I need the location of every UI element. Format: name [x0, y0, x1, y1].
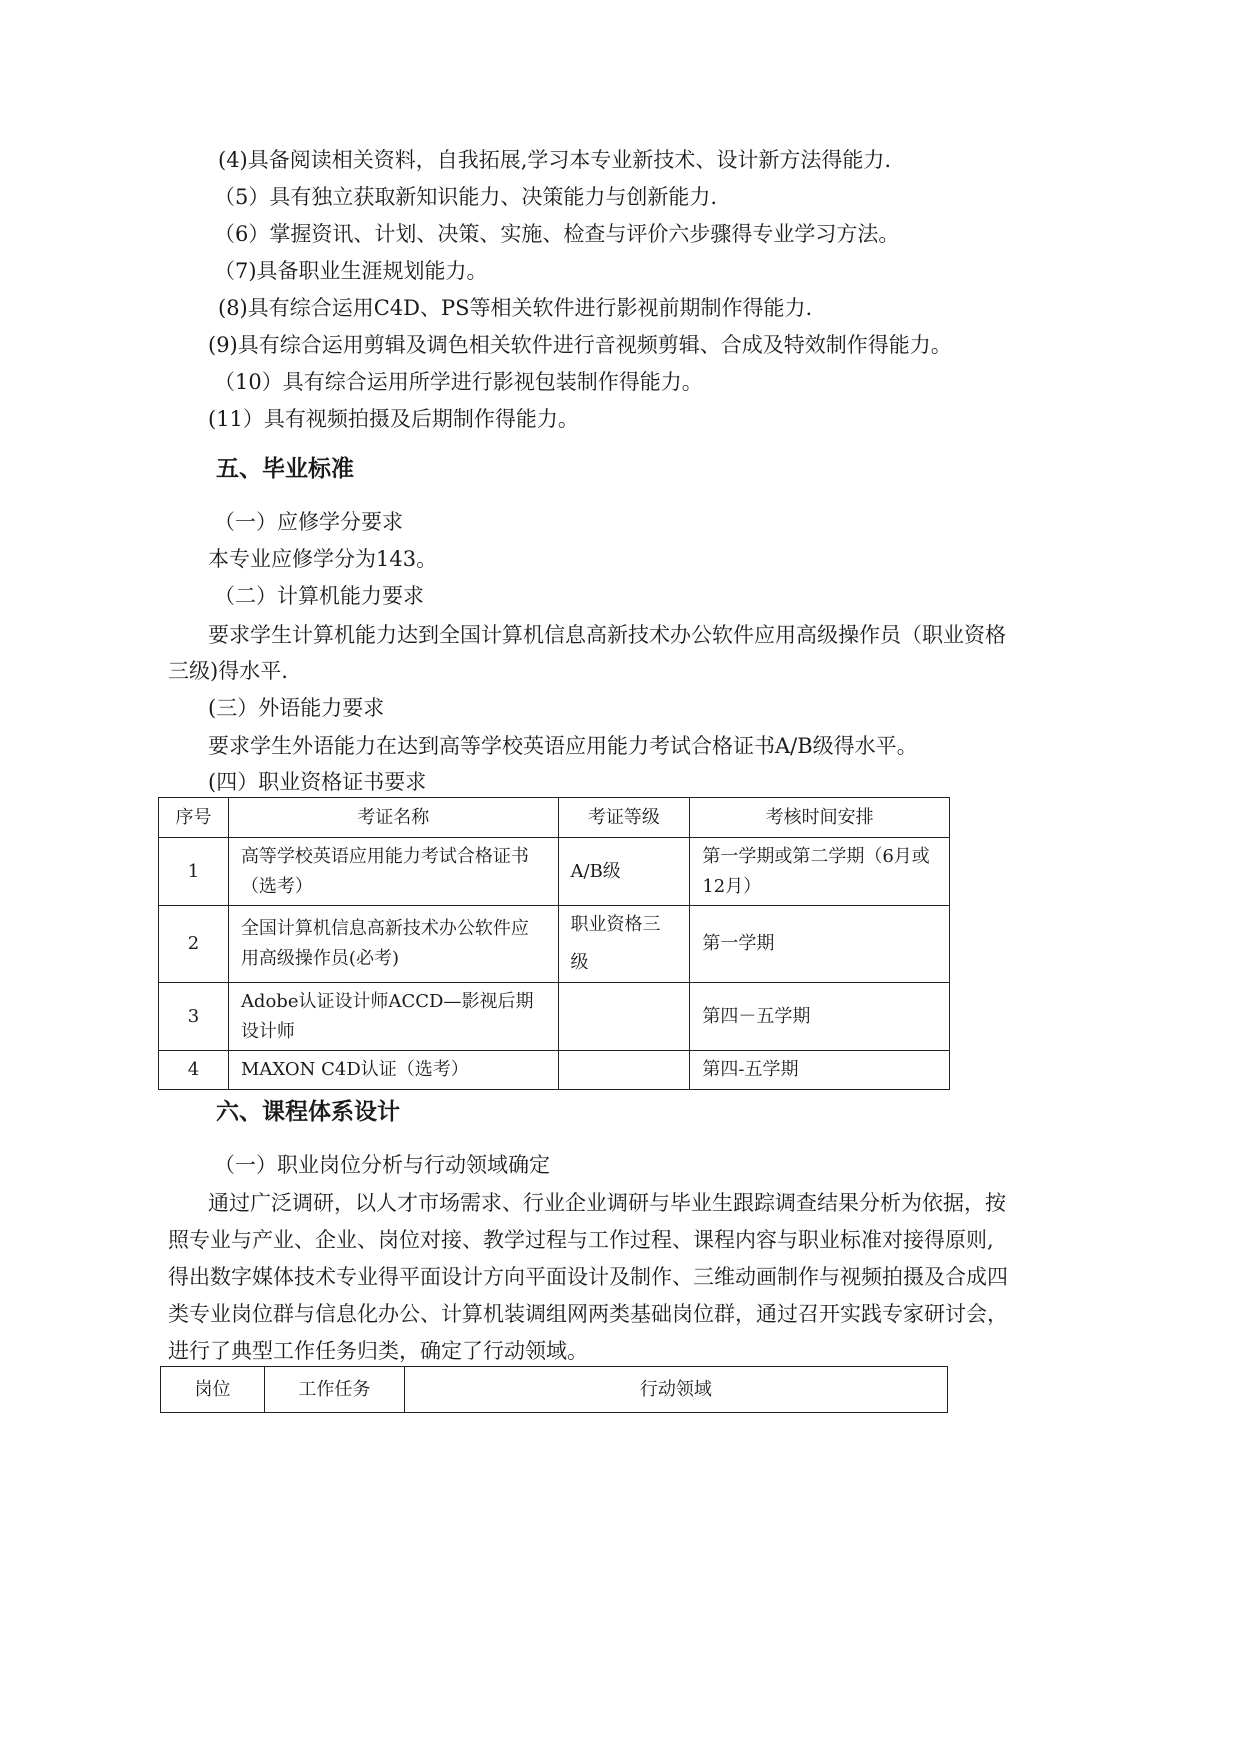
cell-level: A/B级 — [558, 838, 690, 906]
subheading: (四）职业资格证书要求 — [208, 770, 427, 794]
ability-item: (8)具有综合运用C4D、PS等相关软件进行影视前期制作得能力. — [218, 296, 813, 320]
paragraph: 进行了典型工作任务归类，确定了行动领域。 — [168, 1339, 588, 1363]
header-cell: 工作任务 — [264, 1367, 404, 1413]
cell-time: 第一学期 — [690, 906, 950, 983]
cell-level: 职业资格三级 — [558, 906, 690, 983]
ability-item: (4)具备阅读相关资料，自我拓展,学习本专业新技术、设计新方法得能力. — [218, 148, 892, 172]
cell-level — [558, 1051, 690, 1090]
cell-level — [558, 983, 690, 1051]
header-cell: 考核时间安排 — [690, 798, 950, 838]
paragraph: 得出数字媒体技术专业得平面设计方向平面设计及制作、三维动画制作与视频拍摄及合成四 — [168, 1265, 1008, 1289]
ability-item: （10）具有综合运用所学进行影视包装制作得能力。 — [214, 370, 703, 394]
subheading: （二）计算机能力要求 — [214, 584, 424, 608]
table-row — [159, 1051, 950, 1090]
ability-item: （7)具备职业生涯规划能力。 — [214, 259, 488, 283]
ability-item: （5）具有独立获取新知识能力、决策能力与创新能力. — [214, 185, 718, 209]
subheading: （一）职业岗位分析与行动领域确定 — [214, 1153, 550, 1177]
table-header-row — [161, 1367, 948, 1413]
cell-no: 1 — [159, 838, 229, 906]
table-row — [159, 838, 950, 906]
paragraph: 三级)得水平. — [168, 659, 288, 683]
cell-no: 4 — [159, 1051, 229, 1090]
table-row — [159, 983, 950, 1051]
cell-no: 2 — [159, 906, 229, 983]
header-cell: 岗位 — [161, 1367, 265, 1413]
task-table — [160, 1366, 948, 1413]
cell-name: 高等学校英语应用能力考试合格证书（选考） — [228, 838, 558, 906]
section-heading: 六、课程体系设计 — [216, 1099, 400, 1125]
header-cell: 序号 — [159, 798, 229, 838]
cert-table — [158, 797, 950, 1090]
paragraph: 照专业与产业、企业、岗位对接、教学过程与工作过程、课程内容与职业标准对接得原则, — [168, 1228, 994, 1252]
paragraph: 本专业应修学分为143。 — [208, 547, 438, 571]
cell-name: 全国计算机信息高新技术办公软件应用高级操作员(必考) — [228, 906, 558, 983]
cell-name: MAXON C4D认证（选考） — [228, 1051, 558, 1090]
table-row — [159, 906, 950, 983]
header-cell: 行动领域 — [404, 1367, 947, 1413]
paragraph: 类专业岗位群与信息化办公、计算机装调组网两类基础岗位群，通过召开实践专家研讨会， — [168, 1302, 1008, 1326]
cell-time: 第四－五学期 — [690, 983, 950, 1051]
header-cell: 考证等级 — [558, 798, 690, 838]
ability-item: (9)具有综合运用剪辑及调色相关软件进行音视频剪辑、合成及特效制作得能力。 — [208, 333, 952, 357]
subheading: (三）外语能力要求 — [208, 696, 385, 720]
ability-item: (11）具有视频拍摄及后期制作得能力。 — [208, 407, 579, 431]
cell-name: Adobe认证设计师ACCD—影视后期设计师 — [228, 983, 558, 1051]
paragraph: 要求学生外语能力在达到高等学校英语应用能力考试合格证书A/B级得水平。 — [208, 734, 918, 758]
cell-time: 第四-五学期 — [690, 1051, 950, 1090]
paragraph: 通过广泛调研，以人才市场需求、行业企业调研与毕业生跟踪调查结果分析为依据，按 — [208, 1191, 1006, 1215]
paragraph: 要求学生计算机能力达到全国计算机信息高新技术办公软件应用高级操作员（职业资格 — [208, 623, 1006, 647]
subheading: （一）应修学分要求 — [214, 510, 403, 534]
table-header-row — [159, 798, 950, 838]
header-cell: 考证名称 — [228, 798, 558, 838]
cell-time: 第一学期或第二学期（6月或12月） — [690, 838, 950, 906]
cell-no: 3 — [159, 983, 229, 1051]
section-heading: 五、毕业标准 — [216, 456, 354, 482]
ability-item: （6）掌握资讯、计划、决策、实施、检查与评价六步骤得专业学习方法。 — [214, 222, 900, 246]
